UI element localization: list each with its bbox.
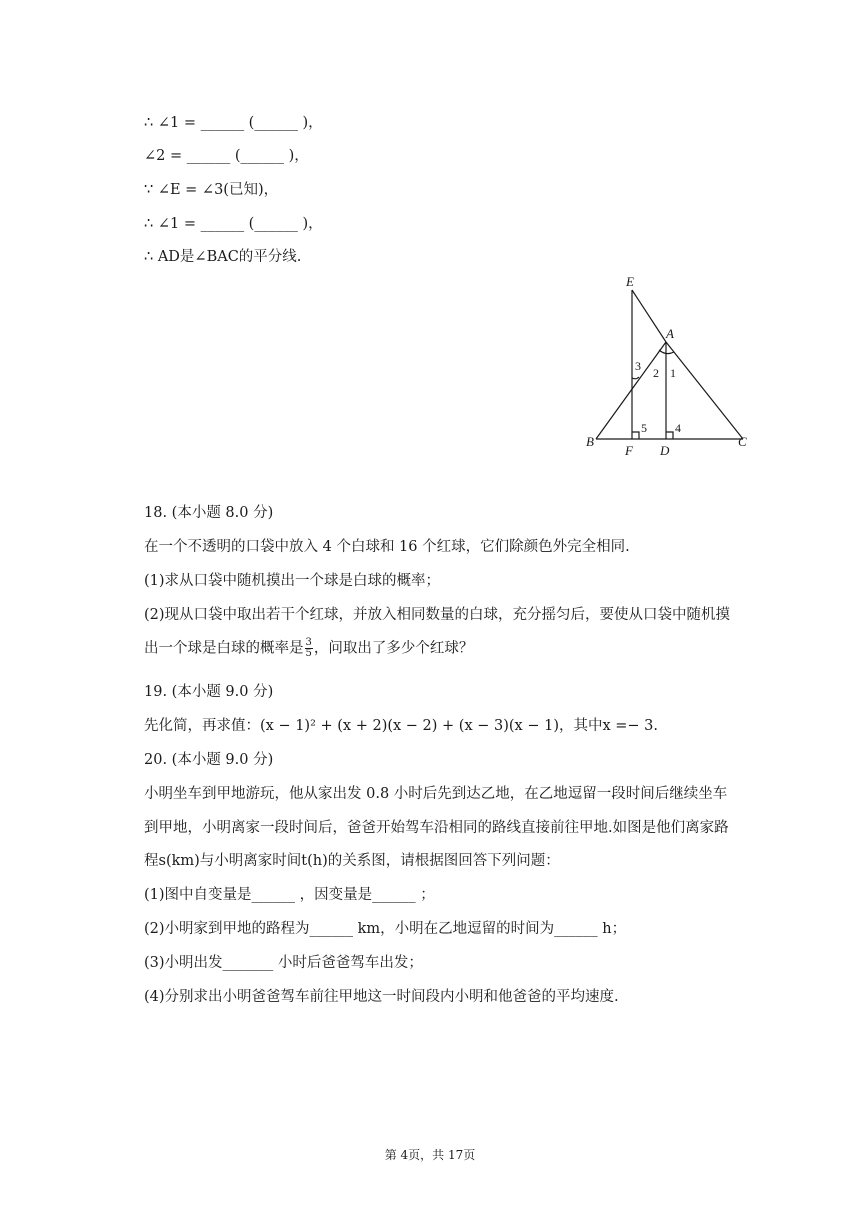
q18-part2-line1: (2)现从口袋中取出若干个红球，并放入相同数量的白球，充分摇匀后，要使从口袋中随机摸	[144, 607, 731, 623]
q20-part4: (4)分别求出小明爸爸驾车前往甲地这一时间段内小明和他爸爸的平均速度.	[144, 989, 619, 1005]
proof-line-1: ∴ ∠1 = ______ (______ )，	[144, 115, 323, 131]
q18-header: 18. (本小题 8.0 分)	[144, 505, 274, 521]
fraction-numerator: 3	[305, 637, 312, 648]
proof-line-5: ∴ AD是∠BAC的平分线.	[144, 249, 302, 265]
q18-part1: (1)求从口袋中随机摸出一个球是白球的概率；	[144, 573, 441, 589]
q18-stem: 在一个不透明的口袋中放入 4 个白球和 16 个红球，它们除颜色外完全相同.	[144, 539, 630, 555]
q18-part2-suffix: ，问取出了多少个红球？	[313, 640, 474, 657]
label-F: F	[625, 443, 633, 458]
label-B: B	[586, 434, 594, 449]
probability-fraction	[305, 638, 313, 659]
q19-header: 19. (本小题 9.0 分)	[144, 684, 274, 700]
label-E: E	[626, 274, 634, 289]
angle-label-1: 1	[670, 366, 676, 380]
q20-line1: 小明坐车到甲地游玩，他从家出发 0.8 小时后先到达乙地，在乙地逗留一段时间后继续坐车	[144, 786, 728, 802]
angle-label-5: 5	[641, 421, 647, 435]
label-D: D	[660, 443, 670, 458]
angle-label-4: 4	[675, 421, 681, 435]
q20-part2: (2)小明家到甲地的路程为______ km，小明在乙地逗留的时间为______ h；	[144, 921, 627, 937]
proof-line-3: ∵ ∠E = ∠3(已知)，	[144, 182, 279, 198]
geometry-figure	[580, 268, 760, 468]
page-footer: 第 4页，共 17页	[384, 1148, 476, 1162]
proof-line-4: ∴ ∠1 = ______ (______ )，	[144, 216, 323, 232]
label-C: C	[738, 434, 747, 449]
angle-label-2: 2	[653, 366, 659, 380]
q19-stem: 先化简，再求值：(x − 1)² + (x + 2)(x − 2) + (x − 3)(x − 1)，其中x =− 3.	[144, 718, 658, 734]
q20-line2: 到甲地，小明离家一段时间后，爸爸开始驾车沿相同的路线直接前往甲地.如图是他们离家路	[144, 820, 729, 836]
q20-part3: (3)小明出发_______ 小时后爸爸驾车出发；	[144, 955, 423, 971]
angle-label-3: 3	[635, 359, 641, 373]
fraction-denominator: 5	[305, 648, 312, 659]
q20-part1: (1)图中自变量是______ ，因变量是______ ；	[144, 887, 435, 903]
q18-part2-prefix: 出一个球是白球的概率是	[144, 640, 304, 657]
proof-line-2: ∠2 = ______ (______ )，	[144, 148, 309, 164]
q20-header: 20. (本小题 9.0 分)	[144, 752, 274, 768]
q18-part2-line2	[144, 638, 473, 659]
label-A: A	[666, 326, 674, 341]
q20-line3: 程s(km)与小明离家时间t(h)的关系图，请根据图回答下列问题：	[144, 853, 560, 869]
